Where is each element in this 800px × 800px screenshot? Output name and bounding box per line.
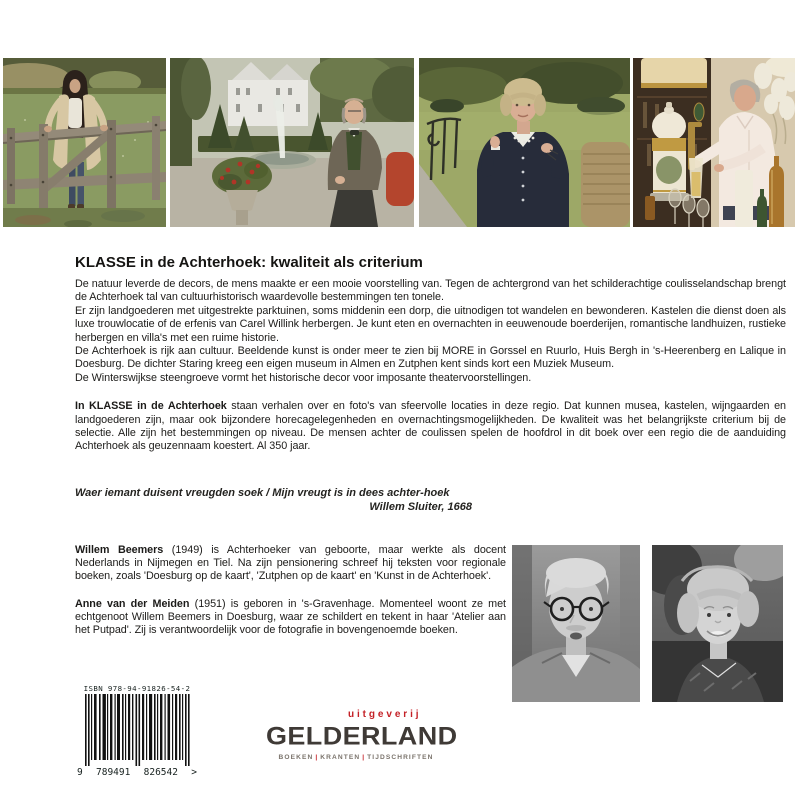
author-bios [75, 544, 506, 637]
page-title: KLASSE in de Achterhoek: kwaliteit als criterium [75, 254, 423, 271]
author-name: Willem Beemers [75, 544, 164, 556]
barcode-digits: 9 789491 826542 > [77, 767, 197, 778]
bar-illustration [633, 58, 795, 227]
isbn-label: ISBN 978-94-91826-54-2 [83, 684, 191, 693]
portrait-willem-beemers [512, 545, 640, 702]
manor-garden-illustration [170, 58, 414, 227]
paragraph-book-description: In KLASSE in de Achterhoek staan verhalen over en foto's van sfeervolle locaties in deze regio. Dat kunnen musea, kastelen, wijngaarden en landgoederen zijn, maar ook bijzondere horecagelegenheden en overnachtingsmogelijkheden. De kwaliteit was het belangrijkste criterium bij de selectie. Alle zijn het bestemmingen op niveau. De mensen achter de coulissen spelen de hoofdrol in dit boek over een regio die de aanduiding Achterhoek als geuzennaam koestert. Al 350 jaar. [75, 400, 786, 453]
isbn-barcode-block [77, 684, 197, 778]
publisher-name: GELDERLAND [266, 722, 458, 750]
tagline-separator: | [362, 754, 366, 761]
quote-attribution: Willem Sluiter, 1668 [369, 500, 472, 513]
author-name: Anne van der Meiden [75, 597, 190, 610]
back-cover-text [75, 254, 786, 454]
publisher-logo [266, 709, 458, 761]
bio-willem-beemers: Willem Beemers (1949) is Achterhoeker van geboorte, maar werkte als docent Nederlands in Nijmegen en Tiel. Na zijn pensionering schreef hij teksten voor regionale boeken, zoals 'Doesburg op de kaart', 'Zutphen op de kaart' en 'Kunst in de Achterhoek'. [75, 544, 506, 583]
historic-quote [75, 487, 472, 514]
publisher-imprint: uitgeverij [348, 709, 422, 720]
man-portrait-illustration [512, 545, 640, 702]
portrait-anne-van-der-meiden [652, 545, 783, 702]
paragraph-intro: De natuur leverde de decors, de mens maakte er een mooie voorstelling van. Tegen de achtergrond van het schilderachtige coulisselandschap brengt de Achterhoek tal van cultuurhistorisch waardevolle bestemmingen ten tonele. [75, 278, 786, 304]
photo-woman-in-garden [419, 58, 630, 227]
paragraph-culture: De Achterhoek is rijk aan cultuur. Beeldende kunst is onder meer te zien bij MORE in Gorssel en Ruurlo, Huis Bergh in 's-Heerenberg en Lalique in Doesburg. De dichter Staring kreeg een eigen museum in Almen en Zutphen kent sinds kort een Muziek Museum. [75, 345, 786, 371]
photo-barman [633, 58, 795, 227]
barcode-icon [81, 694, 193, 768]
photo-woman-at-farm-gate [3, 58, 166, 227]
publisher-tagline: BOEKEN | KRANTEN | TIJDSCHRIFTEN [278, 754, 434, 761]
paragraph-estates: Er zijn landgoederen met uitgestrekte parktuinen, soms middenin een dorp, die uitnodigen tot wandelen en bewonderen. Kastelen die dienst doen als luxe trouwlocatie of de erfenis van Carel Willink herbergen. Je kunt eten en overnachten in eeuwenoude boerderijen, romantische landhuizen, rustieke herbergen en villa's met een ruime historie. [75, 304, 786, 344]
photo-manor-garden [170, 58, 414, 227]
paragraph-quarry: De Winterswijkse steengroeve vormt het historische decor voor imposante theatervoorstellingen. [75, 371, 532, 384]
tagline-separator: | [315, 754, 319, 761]
quote-line: Waer iemant duisent vreugden soek / Mijn vreugt is in dees achter-hoek [75, 487, 450, 499]
farm-gate-illustration [3, 58, 166, 227]
bio-anne-van-der-meiden: Anne van der Meiden (1951) is geboren in 's-Gravenhage. Momenteel woont ze met echtgenoot Willem Beemers in Doesburg, waar ze schildert en tekent in haar 'Atelier aan het Putpad'. Zij is verantwoordelijk voor de fotografie in bovengenoemde boeken. [75, 597, 506, 637]
woman-portrait-illustration [652, 545, 783, 702]
book-title-inline: In KLASSE in de Achterhoek [75, 400, 227, 413]
garden-portrait-illustration [419, 58, 630, 227]
